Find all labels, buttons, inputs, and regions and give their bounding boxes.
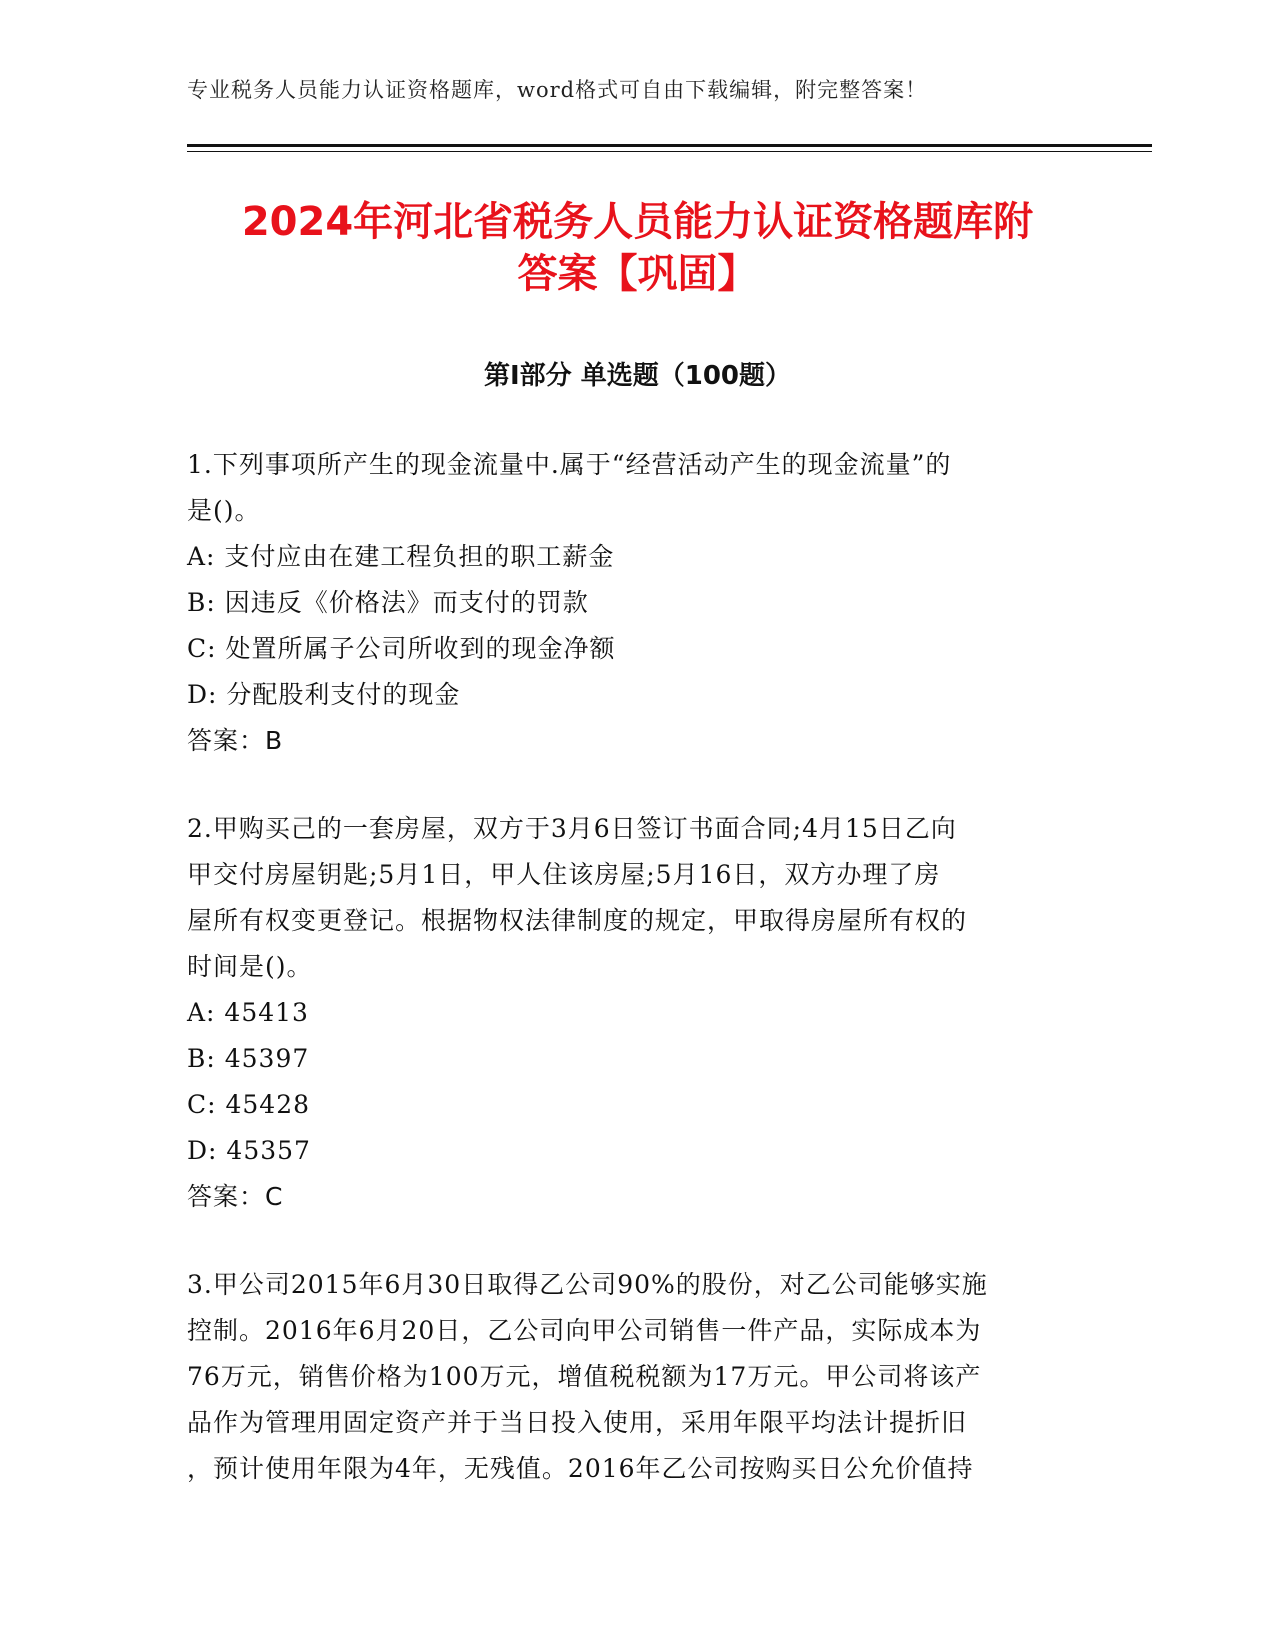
- question-2: [187, 806, 1077, 1220]
- question-stem-line: 2.甲购买己的一套房屋，双方于3月6日签订书面合同;4月15日乙向: [187, 814, 957, 843]
- question-spacer: [187, 1220, 1077, 1262]
- question-3: [187, 1262, 1077, 1492]
- question-stem-line: 控制。2016年6月20日，乙公司向甲公司销售一件产品，实际成本为: [187, 1316, 982, 1345]
- questions-list: [187, 442, 1077, 1492]
- question-spacer: [187, 764, 1077, 806]
- answer-line: 答案：C: [187, 1182, 284, 1211]
- option-c: C: 处置所属子公司所收到的现金净额: [187, 634, 616, 663]
- question-stem-line: 屋所有权变更登记。根据物权法律制度的规定，甲取得房屋所有权的: [187, 906, 968, 935]
- option-b: B: 因违反《价格法》而支付的罚款: [187, 588, 589, 617]
- option-d: D: 45357: [187, 1136, 311, 1165]
- option-a: A: 支付应由在建工程负担的职工薪金: [187, 542, 615, 571]
- question-stem-line: 3.甲公司2015年6月30日取得乙公司90%的股份，对乙公司能够实施: [187, 1270, 988, 1299]
- document-title: [160, 196, 1115, 300]
- section-title: 第I部分 单选题（100题）: [484, 361, 791, 391]
- header-rule-thin: [187, 151, 1152, 152]
- option-a: A: 45413: [187, 998, 309, 1027]
- header-rule-thick: [187, 144, 1152, 147]
- option-d: D: 分配股利支付的现金: [187, 680, 461, 709]
- question-stem-line: 1.下列事项所产生的现金流量中.属于“经营活动产生的现金流量”的: [187, 450, 952, 479]
- question-stem-line: 品作为管理用固定资产并于当日投入使用，采用年限平均法计提折旧: [187, 1408, 968, 1437]
- question-stem-line: 时间是()。: [187, 952, 313, 981]
- question-1: [187, 442, 1077, 764]
- question-stem-line: 76万元，销售价格为100万元，增值税税额为17万元。甲公司将该产: [187, 1362, 982, 1391]
- question-stem-line: ，预计使用年限为4年，无残值。2016年乙公司按购买日公允价值持: [187, 1454, 974, 1483]
- question-stem-line: 甲交付房屋钥匙;5月1日，甲人住该房屋;5月16日，双方办理了房: [187, 860, 941, 889]
- question-stem-line: 是()。: [187, 496, 261, 525]
- document-title-line-1: 2024年河北省税务人员能力认证资格题库附: [241, 199, 1034, 245]
- document-title-line-2: 答案【巩固】: [517, 251, 758, 297]
- header-note: 专业税务人员能力认证资格题库，word格式可自由下载编辑，附完整答案！: [187, 78, 928, 102]
- answer-line: 答案：B: [187, 726, 284, 755]
- option-b: B: 45397: [187, 1044, 310, 1073]
- option-c: C: 45428: [187, 1090, 311, 1119]
